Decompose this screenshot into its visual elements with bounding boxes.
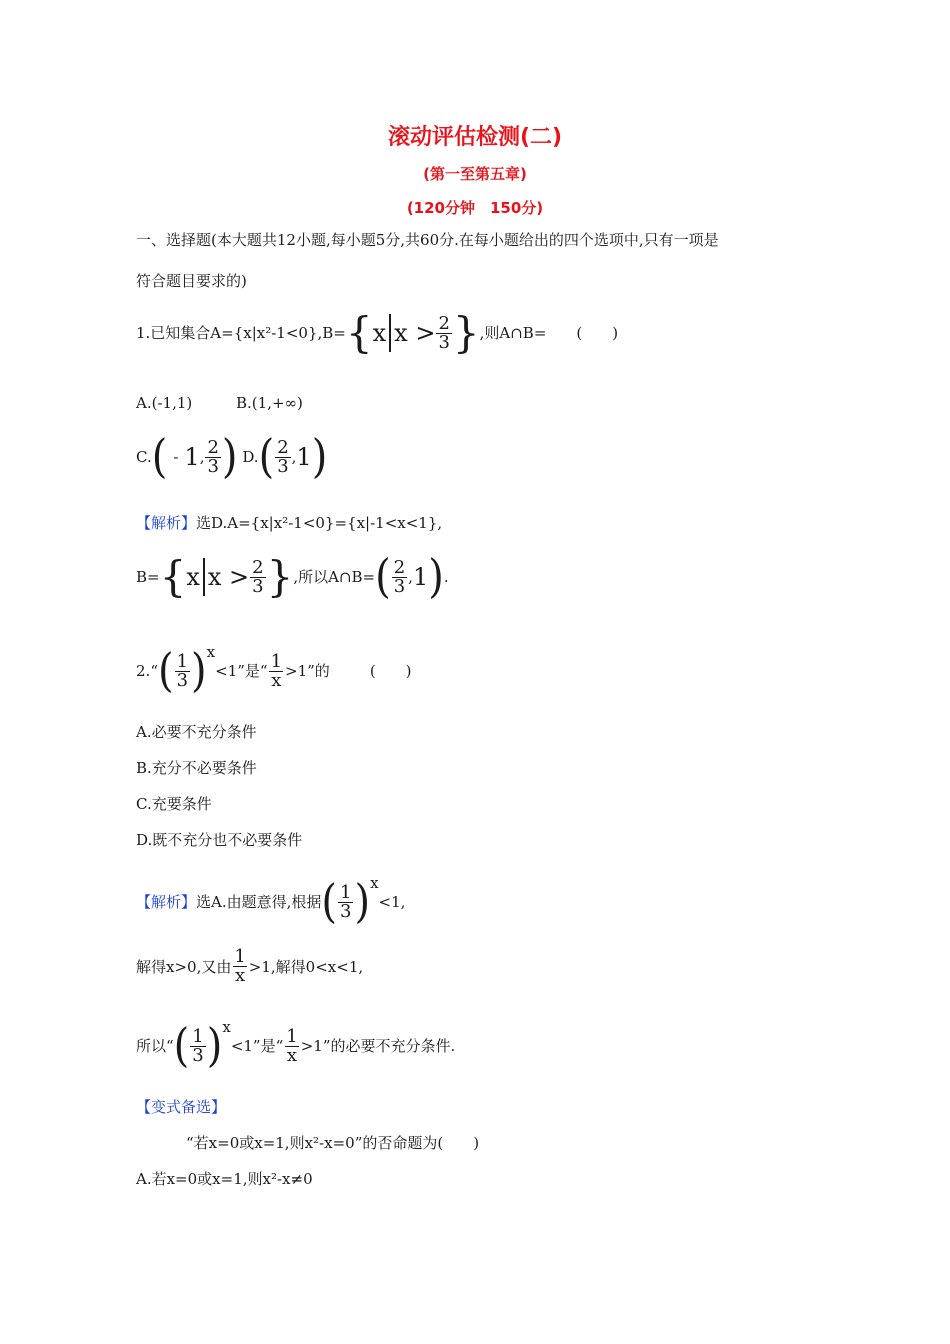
q2-text: >1”的 [285, 662, 330, 680]
fraction-one-over-x: $\frac{1}{x}$ [234, 946, 246, 986]
left-paren: ( [258, 430, 275, 484]
question-2 [136, 642, 412, 698]
number-one: 1 [184, 443, 200, 471]
option-c-label: C. [136, 448, 152, 466]
option-d-label: D. [242, 448, 259, 466]
left-paren: ( [173, 1019, 190, 1073]
q2-solution-line3 [136, 1017, 456, 1073]
variant-option-a: A.若x=0或x=1,则x²-x≠0 [136, 1170, 313, 1188]
solution-text: >1”的必要不充分条件. [300, 1037, 456, 1055]
minus-sign: - [173, 448, 179, 466]
exponent: x [206, 643, 216, 661]
fraction-two-thirds: $\frac{2}{3}$ [438, 312, 450, 353]
q2-solution-line1 [136, 873, 406, 929]
set-condition: x > [394, 319, 436, 347]
comma: , [291, 448, 297, 466]
fraction-two-thirds: $\frac{2}{3}$ [252, 556, 264, 597]
section-intro-line2: 符合题目要求的) [136, 272, 247, 290]
solution-text: ,所以A∩B= [293, 568, 376, 586]
fraction-one-over-x: $\frac{1}{x}$ [270, 650, 283, 691]
fraction-one-third: $\frac{1}{3}$ [340, 881, 352, 922]
q1-option-a: A.(-1,1) [136, 394, 193, 412]
set-bar [389, 314, 391, 352]
section-intro-line1: 一、选择题(本大题共12小题,每小题5分,共60分.在每小题给出的四个选项中,只有一项是 [136, 231, 719, 249]
set-bar [203, 558, 205, 596]
answer-bracket: ( ) [369, 662, 412, 680]
solution-text: 选D.A={x|x²-1<0}={x|-1<x<1}, [196, 514, 443, 532]
time-score: (120分钟 150分) [406, 199, 544, 217]
page-title: 滚动评估检测(二) [387, 125, 563, 150]
set-condition: x > [207, 563, 250, 591]
period: . [443, 568, 449, 586]
right-paren: ) [206, 1019, 223, 1073]
left-brace: { [159, 552, 187, 601]
comma: , [199, 448, 205, 466]
right-paren: ) [221, 430, 238, 484]
solution-text: 解得x>0,又由 [136, 957, 232, 976]
q1-text-prefix: 1.已知集合A={x|x²-1<0},B= [136, 324, 346, 342]
q2-solution-line2 [136, 948, 363, 985]
left-paren: ( [157, 644, 174, 698]
right-paren: ) [191, 644, 207, 698]
question-1 [136, 308, 619, 357]
right-paren: ) [428, 550, 444, 604]
solution-text: 所以“ [136, 1037, 174, 1055]
chapter-range: (第一至第五章) [423, 165, 527, 183]
variant-question: “若x=0或x=1,则x²-x=0”的否命题为( ) [186, 1134, 480, 1152]
right-paren: ) [311, 430, 328, 484]
q2-option-b: B.充分不必要条件 [136, 759, 257, 777]
q1-option-c-d [136, 430, 328, 484]
q1-option-b: B.(1,+∞) [236, 394, 303, 412]
fraction-one-third: $\frac{1}{3}$ [176, 650, 189, 691]
fraction-two-thirds: $\frac{2}{3}$ [277, 436, 289, 477]
solution-tag: 【解析】 [136, 514, 197, 532]
set-variable: x [186, 563, 200, 591]
right-paren: ) [354, 875, 371, 929]
right-brace: } [266, 552, 294, 601]
fraction-two-thirds: $\frac{2}{3}$ [207, 436, 219, 477]
comma: , [408, 568, 413, 586]
q2-number: 2. [136, 662, 151, 680]
solution-text: B= [136, 568, 160, 586]
exponent: x [222, 1018, 231, 1036]
q1-text-suffix: ,则A∩B= [479, 324, 547, 342]
left-paren: ( [321, 875, 337, 929]
q2-text: <1”是“ [215, 662, 268, 680]
answer-bracket: ( ) [576, 324, 619, 342]
left-paren: ( [151, 430, 168, 484]
left-brace: { [345, 308, 373, 357]
open-quote: “ [150, 662, 158, 680]
solution-text: 选A.由题意得,根据 [196, 893, 322, 911]
q2-option-a: A.必要不充分条件 [136, 723, 257, 741]
exponent: x [370, 874, 379, 892]
solution-text: <1”是“ [230, 1037, 284, 1055]
q1-solution-line2 [136, 550, 449, 604]
right-brace: } [452, 308, 480, 357]
fraction-one-over-x: $\frac{1}{x}$ [286, 1025, 298, 1066]
variant-tag: 【变式备选】 [136, 1098, 227, 1116]
set-variable: x [372, 319, 387, 347]
number-one: 1 [412, 563, 429, 591]
left-paren: ( [375, 550, 391, 604]
q2-option-d: D.既不充分也不必要条件 [136, 831, 303, 849]
q1-solution-line1 [136, 513, 442, 533]
fraction-two-thirds: $\frac{2}{3}$ [393, 556, 406, 597]
number-one: 1 [296, 443, 312, 471]
fraction-one-third: $\frac{1}{3}$ [192, 1025, 204, 1066]
solution-text: <1, [378, 893, 406, 911]
solution-tag: 【解析】 [136, 893, 197, 911]
solution-text: >1,解得0<x<1, [248, 957, 364, 976]
q2-option-c: C.充要条件 [136, 795, 212, 813]
